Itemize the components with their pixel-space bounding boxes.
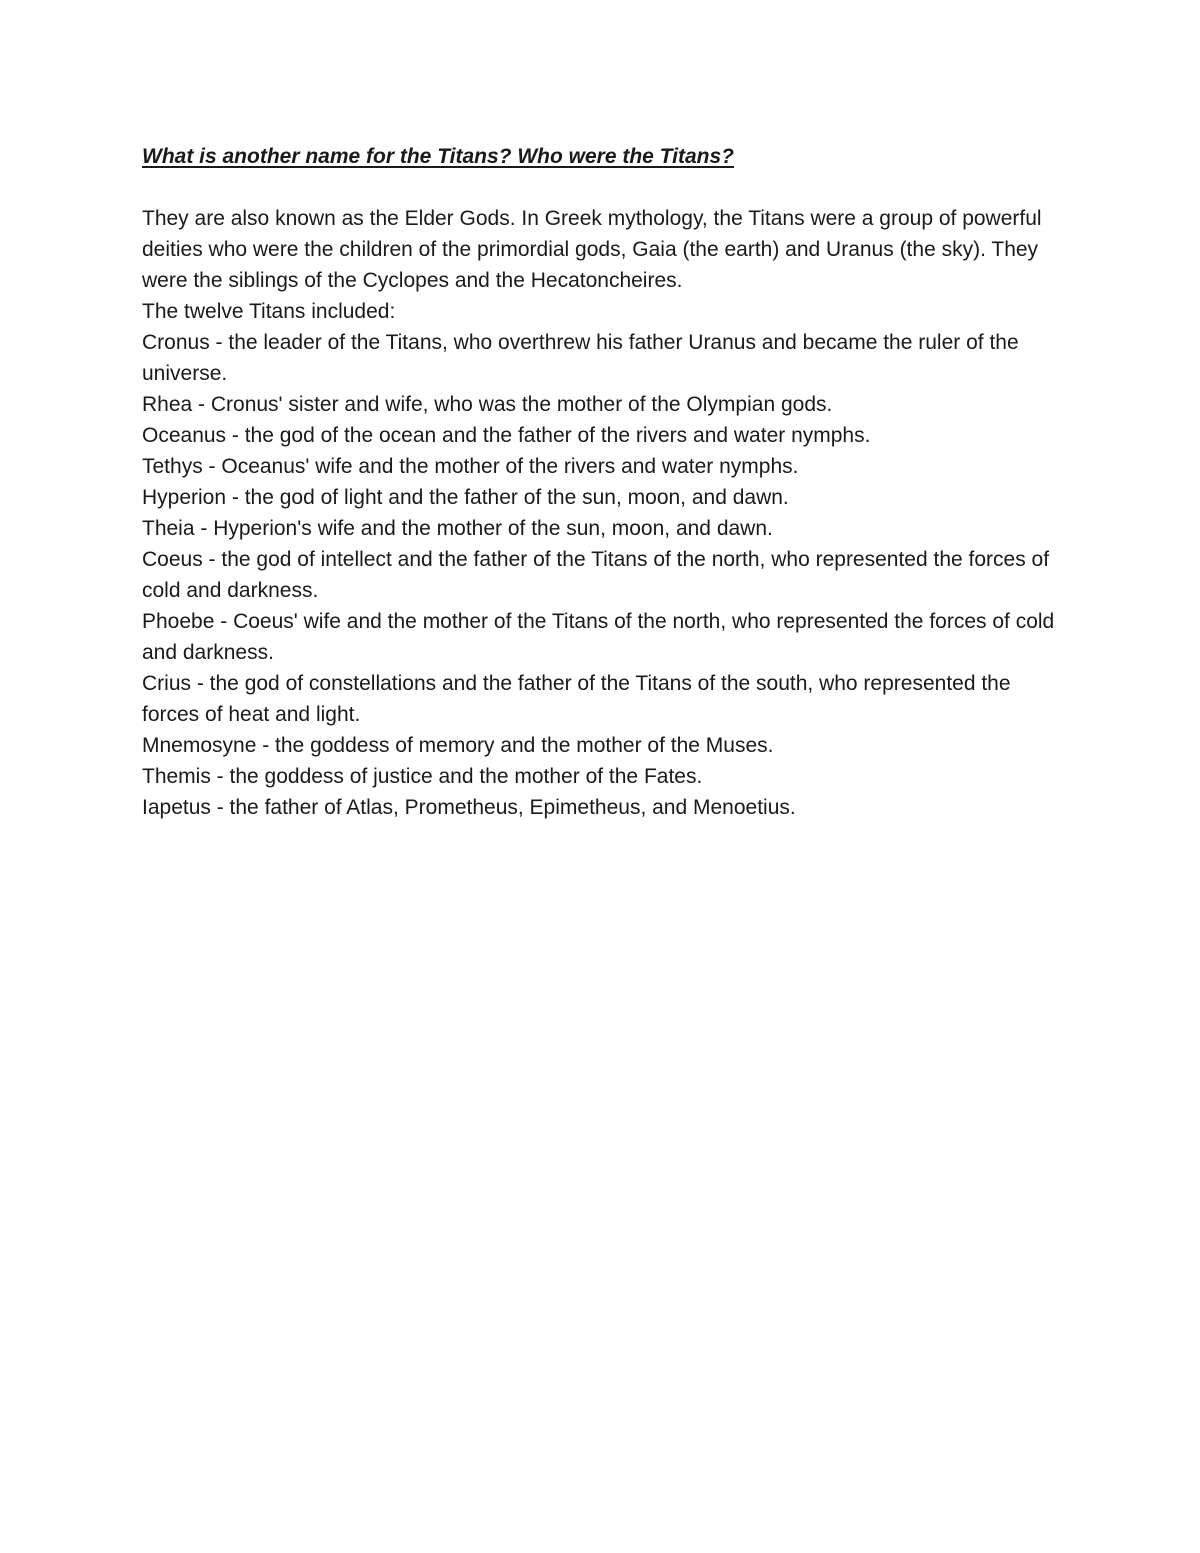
list-intro: The twelve Titans included:: [142, 300, 396, 323]
document-body: [142, 141, 1072, 823]
titan-entry-theia: Theia - Hyperion's wife and the mother of the sun, moon, and dawn.: [142, 517, 773, 540]
titan-entry-themis: Themis - the goddess of justice and the mother of the Fates.: [142, 765, 703, 788]
titan-entry-hyperion: Hyperion - the god of light and the father of the sun, moon, and dawn.: [142, 486, 789, 509]
intro-paragraph: They are also known as the Elder Gods. In Greek mythology, the Titans were a group of powerful deities who were the children of the primordial gods, Gaia (the earth) and Uranus (the sky). They were the siblings of the Cyclopes and the Hecatoncheires.: [142, 207, 1042, 292]
titan-entry-iapetus: Iapetus - the father of Atlas, Prometheus, Epimetheus, and Menoetius.: [142, 796, 796, 819]
titan-entry-coeus: Coeus - the god of intellect and the father of the Titans of the north, who represented the forces of cold and darkness.: [142, 548, 1050, 602]
titan-entry-mnemosyne: Mnemosyne - the goddess of memory and the mother of the Muses.: [142, 734, 774, 757]
titan-entry-rhea: Rhea - Cronus' sister and wife, who was the mother of the Olympian gods.: [142, 393, 833, 416]
titan-entry-crius: Crius - the god of constellations and the father of the Titans of the south, who represented the forces of heat and light.: [142, 672, 1011, 726]
titan-entry-cronus: Cronus - the leader of the Titans, who overthrew his father Uranus and became the ruler of the universe.: [142, 331, 1019, 385]
titan-entry-phoebe: Phoebe - Coeus' wife and the mother of the Titans of the north, who represented the forces of cold and darkness.: [142, 610, 1055, 664]
titan-entry-oceanus: Oceanus - the god of the ocean and the father of the rivers and water nymphs.: [142, 424, 871, 447]
question-heading: What is another name for the Titans? Who were the Titans?: [142, 145, 734, 168]
titan-entry-tethys: Tethys - Oceanus' wife and the mother of the rivers and water nymphs.: [142, 455, 799, 478]
